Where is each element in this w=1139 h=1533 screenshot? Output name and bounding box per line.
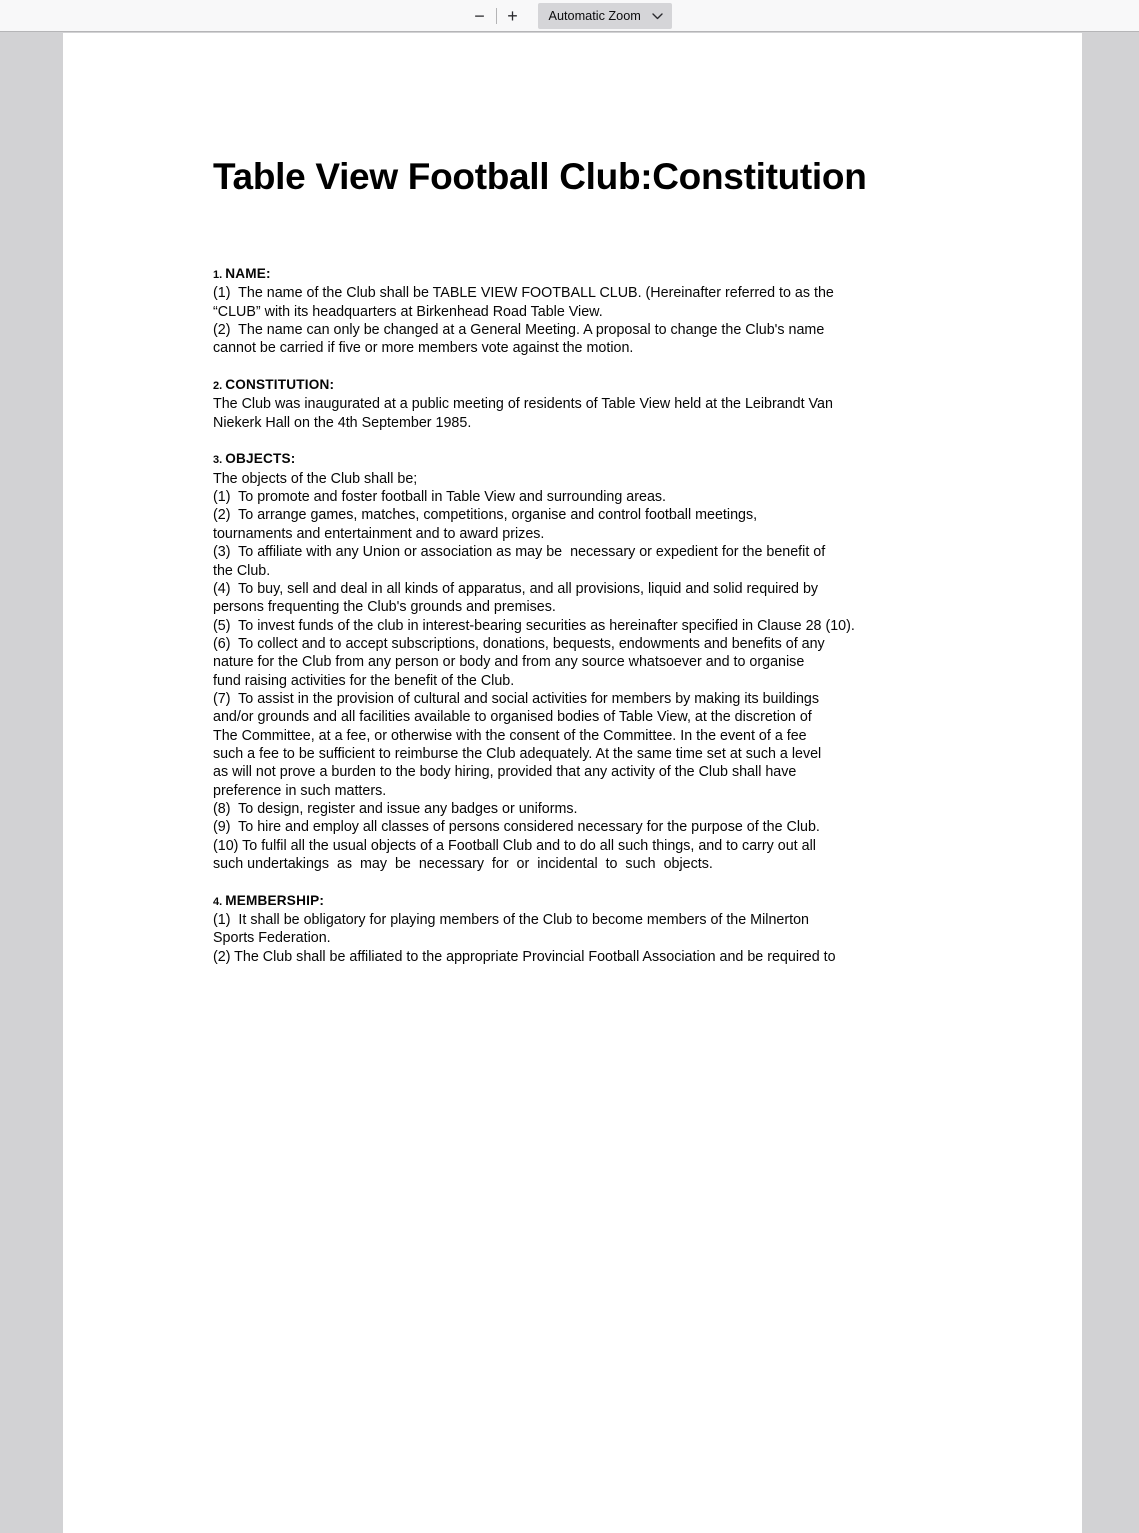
section-number: 3.: [213, 454, 223, 467]
text-line: (6) To collect and to accept subscriptions, donations, bequests, endowments and benefits of any: [213, 635, 825, 652]
text-line: as will not prove a burden to the body hiring, provided that any activity of the Club shall have: [213, 764, 797, 781]
chevron-down-icon: [652, 9, 663, 23]
zoom-out-button[interactable]: −: [468, 4, 492, 28]
text-line: cannot be carried if five or more members vote against the motion.: [213, 340, 634, 357]
text-line: The Committee, at a fee, or otherwise with the consent of the Committee. In the event of a fee: [213, 727, 807, 744]
document-title: Table View Football Club:Constitution: [213, 156, 867, 197]
pdf-toolbar: [0, 0, 1139, 32]
text-line: (4) To buy, sell and deal in all kinds of apparatus, and all provisions, liquid and solid required by: [213, 580, 819, 597]
section-title: NAME:: [225, 266, 271, 281]
section-title: MEMBERSHIP:: [225, 892, 325, 908]
text-line: (2) To arrange games, matches, competitions, organise and control football meetings,: [213, 507, 758, 524]
section-heading: [213, 892, 1082, 911]
text-line: (3) To affiliate with any Union or association as may be necessary or expedient for the benefit of: [213, 544, 826, 561]
zoom-in-button[interactable]: +: [501, 4, 525, 28]
text-line: preference in such matters.: [213, 782, 387, 799]
text-line: fund raising activities for the benefit of the Club.: [213, 672, 515, 689]
section-title: CONSTITUTION:: [225, 377, 335, 393]
text-line: such a fee to be sufficient to reimburse the Club adequately. At the same time set at such a level: [213, 745, 822, 762]
section-number: 2.: [213, 380, 223, 393]
text-line: (2) The Club shall be affiliated to the appropriate Provincial Football Association and be required to: [213, 948, 836, 965]
pdf-page: [63, 33, 1082, 1533]
document-content: [213, 265, 1082, 966]
document-section: [213, 892, 1082, 966]
section-heading: [213, 450, 1082, 469]
text-line: nature for the Club from any person or body and from any source whatsoever and to organise: [213, 654, 805, 671]
pdf-viewer-area[interactable]: [0, 32, 1139, 1533]
text-line: Sports Federation.: [213, 930, 331, 947]
text-line: (1) To promote and foster football in Table View and surrounding areas.: [213, 489, 667, 506]
zoom-level-select[interactable]: [538, 3, 672, 29]
section-number: 1.: [213, 269, 223, 281]
text-line: Niekerk Hall on the 4th September 1985.: [213, 414, 472, 431]
section-heading: [213, 265, 1082, 284]
text-line: (5) To invest funds of the club in interest-bearing securities as hereinafter specified in Clause 28 (10).: [213, 617, 855, 634]
text-line: (10) To fulfil all the usual objects of a Football Club and to do all such things, and to carry out all: [213, 837, 816, 854]
document-section: [213, 450, 1082, 873]
document-section: [213, 376, 1082, 432]
text-line: (1) It shall be obligatory for playing members of the Club to become members of the Milnerton: [213, 912, 809, 929]
text-line: tournaments and entertainment and to award prizes.: [213, 525, 545, 542]
text-line: persons frequenting the Club's grounds and premises.: [213, 599, 556, 616]
text-line: the Club.: [213, 562, 271, 579]
text-line: (2) The name can only be changed at a General Meeting. A proposal to change the Club's name: [213, 322, 825, 339]
zoom-level-value: Automatic Zoom: [548, 8, 641, 23]
document-section: [213, 265, 1082, 358]
section-number: 4.: [213, 895, 223, 908]
text-line: (9) To hire and employ all classes of persons considered necessary for the purpose of the Club.: [213, 819, 820, 836]
text-line: The Club was inaugurated at a public meeting of residents of Table View held at the Leibrandt Van: [213, 396, 833, 413]
text-line: and/or grounds and all facilities available to organised bodies of Table View, at the discretion of: [213, 709, 812, 726]
text-line: (7) To assist in the provision of cultural and social activities for members by making its buildings: [213, 690, 820, 707]
text-line: The objects of the Club shall be;: [213, 470, 418, 487]
section-heading: [213, 376, 1082, 395]
text-line: (8) To design, register and issue any badges or uniforms.: [213, 800, 578, 817]
text-line: (1) The name of the Club shall be TABLE VIEW FOOTBALL CLUB. (Hereinafter referred to as the: [213, 285, 834, 302]
text-line: “CLUB” with its headquarters at Birkenhead Road Table View.: [213, 303, 603, 320]
section-title: OBJECTS:: [225, 451, 296, 467]
text-line: such undertakings as may be necessary for or incidental to such objects.: [213, 856, 713, 872]
toolbar-separator: [496, 8, 497, 24]
